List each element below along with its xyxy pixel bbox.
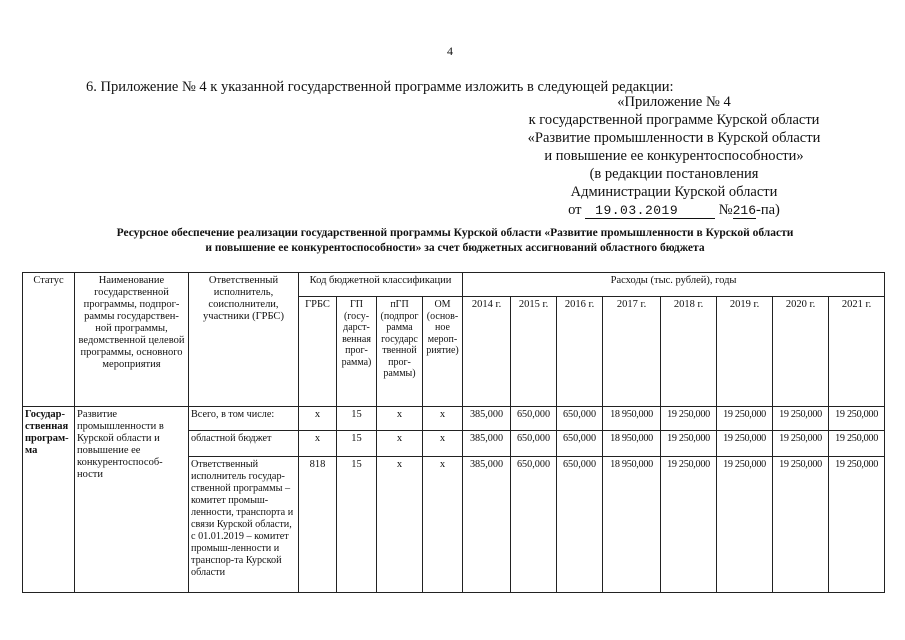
value-2016: 650,000 xyxy=(557,457,603,593)
header-year-2018: 2018 г. xyxy=(661,297,717,407)
pgp-cell: x xyxy=(377,407,423,431)
value-2017: 18 950,000 xyxy=(603,407,661,431)
pgp-cell: x xyxy=(377,457,423,593)
appendix-line-6: Администрации Курской области xyxy=(570,184,778,200)
header-year-2019: 2019 г. xyxy=(717,297,773,407)
header-responsible: Ответственный исполнитель, соисполнители, участники (ГРБС) xyxy=(189,273,299,407)
header-year-2015: 2015 г. xyxy=(511,297,557,407)
budget-table xyxy=(22,272,885,593)
number-suffix: -па) xyxy=(756,202,780,218)
intro-paragraph: 6. Приложение № 4 к указанной государственной программе изложить в следующей редакции: xyxy=(86,79,674,95)
resource-title-line-2: и повышение ее конкурентоспособности» за счет бюджетных ассигнований областного бюджета xyxy=(205,242,705,254)
value-2020: 19 250,000 xyxy=(773,457,829,593)
gp-cell: 15 xyxy=(337,407,377,431)
appendix-line-1: «Приложение № 4 xyxy=(617,94,731,110)
value-2017: 18 950,000 xyxy=(603,457,661,593)
header-name: Наименование государственной программы, подпрог-раммы государствен-ной программы, ведомственной целевой программы, основного мероприятия xyxy=(75,273,189,407)
header-year-2016: 2016 г. xyxy=(557,297,603,407)
value-2019: 19 250,000 xyxy=(717,457,773,593)
header-gp: ГП (госу-дарст-венная прог-рамма) xyxy=(337,297,377,407)
om-cell: x xyxy=(423,431,463,457)
header-year-2021: 2021 г. xyxy=(829,297,885,407)
value-2021: 19 250,000 xyxy=(829,431,885,457)
responsible-cell: областной бюджет xyxy=(189,431,299,457)
value-2015: 650,000 xyxy=(511,457,557,593)
value-2021: 19 250,000 xyxy=(829,457,885,593)
header-year-2020: 2020 г. xyxy=(773,297,829,407)
pgp-cell: x xyxy=(377,431,423,457)
value-2014: 385,000 xyxy=(463,407,511,431)
header-status: Статус xyxy=(23,273,75,407)
value-2014: 385,000 xyxy=(463,457,511,593)
status-cell: Государ-ственная програм-ма xyxy=(23,407,75,593)
header-year-2017: 2017 г. xyxy=(603,297,661,407)
om-cell: x xyxy=(423,457,463,593)
value-2016: 650,000 xyxy=(557,431,603,457)
value-2015: 650,000 xyxy=(511,431,557,457)
appendix-date-line xyxy=(460,201,888,219)
value-2015: 650,000 xyxy=(511,407,557,431)
value-2014: 385,000 xyxy=(463,431,511,457)
value-2019: 19 250,000 xyxy=(717,431,773,457)
value-2017: 18 950,000 xyxy=(603,431,661,457)
resource-title-line-1: Ресурсное обеспечение реализации государственной программы Курской области «Развитие промышленности в Курской области xyxy=(116,227,794,239)
appendix-line-4: и повышение ее конкурентоспособности» xyxy=(544,148,804,164)
om-cell: x xyxy=(423,407,463,431)
resolution-date: 19.03.2019 xyxy=(585,204,715,219)
header-expenses: Расходы (тыс. рублей), годы xyxy=(463,273,885,297)
grbs-cell: x xyxy=(299,407,337,431)
grbs-cell: x xyxy=(299,431,337,457)
value-2016: 650,000 xyxy=(557,407,603,431)
value-2019: 19 250,000 xyxy=(717,407,773,431)
gp-cell: 15 xyxy=(337,431,377,457)
program-name-cell: Развитие промышленности в Курской области и повышение ее конкурентоспособ-ности xyxy=(75,407,189,593)
header-grbs: ГРБС xyxy=(299,297,337,407)
value-2018: 19 250,000 xyxy=(661,407,717,431)
value-2021: 19 250,000 xyxy=(829,407,885,431)
header-budget-code: Код бюджетной классификации xyxy=(299,273,463,297)
date-prefix: от xyxy=(568,202,582,218)
header-year-2014: 2014 г. xyxy=(463,297,511,407)
page-number: 4 xyxy=(447,44,453,58)
resolution-number: 216 xyxy=(732,203,757,218)
header-pgp: пГП (подпрог рамма государс твенной прог-раммы) xyxy=(377,297,423,407)
responsible-cell: Всего, в том числе: xyxy=(189,407,299,431)
resource-title xyxy=(40,226,870,256)
appendix-line-5: (в редакции постановления xyxy=(589,166,759,182)
grbs-cell: 818 xyxy=(299,457,337,593)
table-row xyxy=(23,407,885,431)
gp-cell: 15 xyxy=(337,457,377,593)
header-om: ОМ (основ-ное мероп-риятие) xyxy=(423,297,463,407)
appendix-line-3: «Развитие промышленности в Курской области xyxy=(527,130,821,146)
value-2018: 19 250,000 xyxy=(661,431,717,457)
value-2020: 19 250,000 xyxy=(773,431,829,457)
appendix-header xyxy=(460,93,888,219)
value-2020: 19 250,000 xyxy=(773,407,829,431)
number-prefix: № xyxy=(718,202,733,218)
responsible-cell: Ответственный исполнитель государ-ственной программы – комитет промыш-ленности, транспорта и связи Курской области, с 01.01.2019 – комитет промыш-ленности и транспор-та Курской области xyxy=(189,457,299,593)
value-2018: 19 250,000 xyxy=(661,457,717,593)
appendix-line-2: к государственной программе Курской области xyxy=(528,112,820,128)
